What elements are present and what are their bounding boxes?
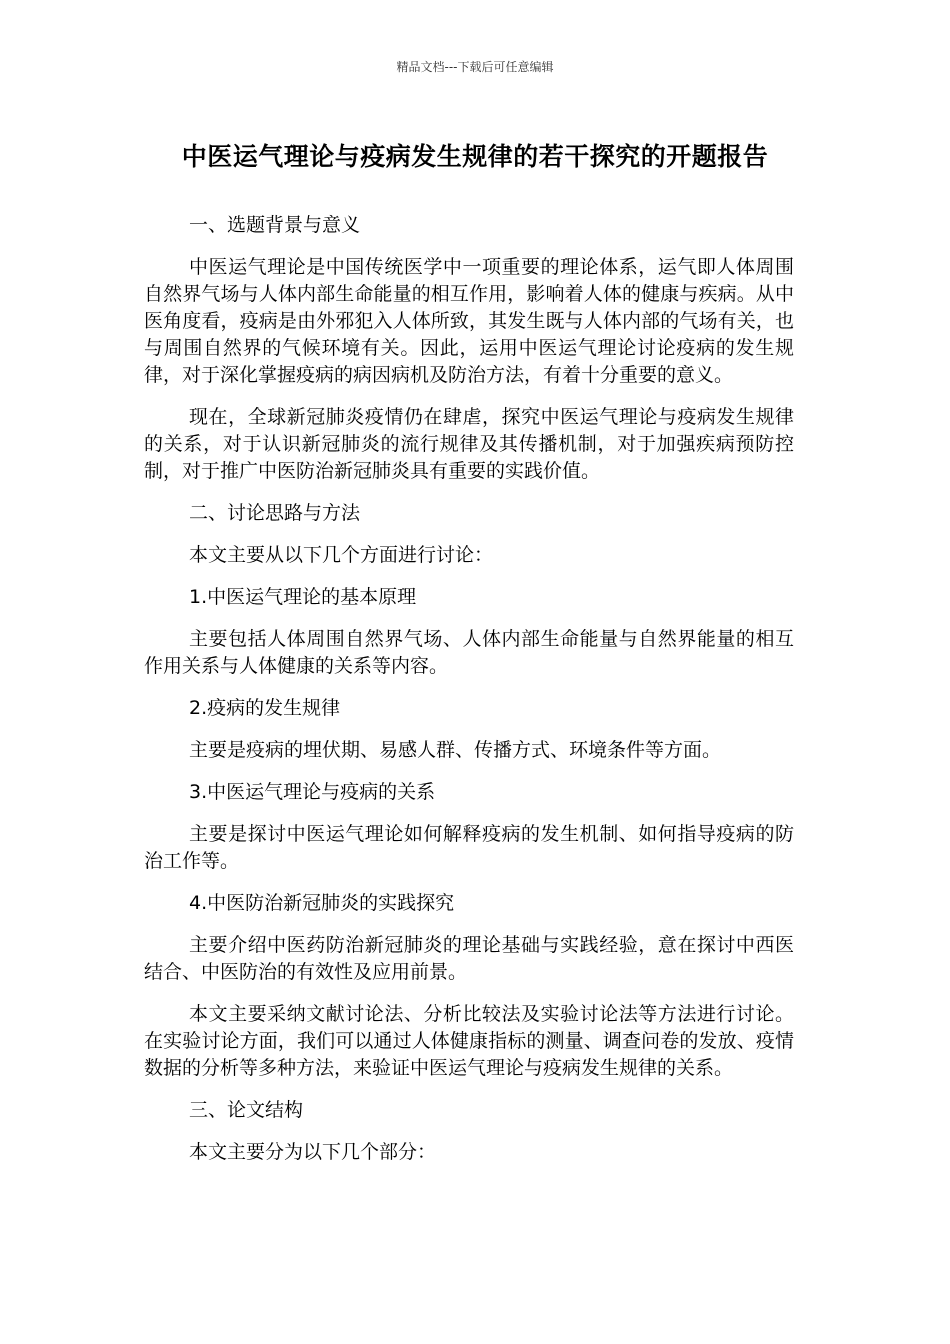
subheading: 2.疫病的发生规律 — [189, 697, 341, 719]
document-title: 中医运气理论与疫病发生规律的若干探究的开题报告 — [181, 142, 769, 171]
header-note: 精品文档---下载后可任意编辑 — [396, 60, 554, 74]
section-heading-structure: 三、论文结构 — [189, 1099, 304, 1121]
paragraph: 本文主要分为以下几个部分： — [189, 1141, 437, 1163]
paragraph: 主要是疫病的埋伏期、易感人群、传播方式、环境条件等方面。 — [189, 739, 722, 761]
subheading: 3.中医运气理论与疫病的关系 — [189, 781, 436, 803]
paragraph: 现在，全球新冠肺炎疫情仍在肆虐，探究中医运气理论与疫病发生规律的关系，对于认识新冠肺炎的流行规律及其传播机制，对于加强疾病预防控制，对于推广中医防治新冠肺炎具有重要的实践价值。 — [144, 406, 794, 482]
paragraph: 本文主要从以下几个方面进行讨论： — [189, 544, 494, 566]
paragraph: 中医运气理论是中国传统医学中一项重要的理论体系，运气即人体周围自然界气场与人体内部生命能量的相互作用，影响着人体的健康与疾病。从中医角度看，疫病是由外邪犯入人体所致，其发生既与人体内部的气场有关，也与周围自然界的气候环境有关。因此，运用中医运气理论讨论疫病的发生规律，对于深化掌握疫病的病因病机及防治方法，有着十分重要的意义。 — [144, 256, 794, 386]
document-body — [144, 212, 794, 1181]
paragraph: 主要是探讨中医运气理论如何解释疫病的发生机制、如何指导疫病的防治工作等。 — [144, 823, 794, 872]
subheading: 1.中医运气理论的基本原理 — [189, 586, 417, 608]
section-heading-background: 一、选题背景与意义 — [189, 214, 361, 236]
paragraph: 主要包括人体周围自然界气场、人体内部生命能量与自然界能量的相互作用关系与人体健康的关系等内容。 — [144, 628, 794, 677]
paragraph: 主要介绍中医药防治新冠肺炎的理论基础与实践经验，意在探讨中西医结合、中医防治的有效性及应用前景。 — [144, 934, 794, 983]
paragraph: 本文主要采纳文献讨论法、分析比较法及实验讨论法等方法进行讨论。在实验讨论方面，我们可以通过人体健康指标的测量、调查问卷的发放、疫情数据的分析等多种方法，来验证中医运气理论与疫病发生规律的关系。 — [144, 1003, 794, 1079]
subheading: 4.中医防治新冠肺炎的实践探究 — [189, 892, 455, 914]
section-heading-method: 二、讨论思路与方法 — [189, 502, 361, 524]
